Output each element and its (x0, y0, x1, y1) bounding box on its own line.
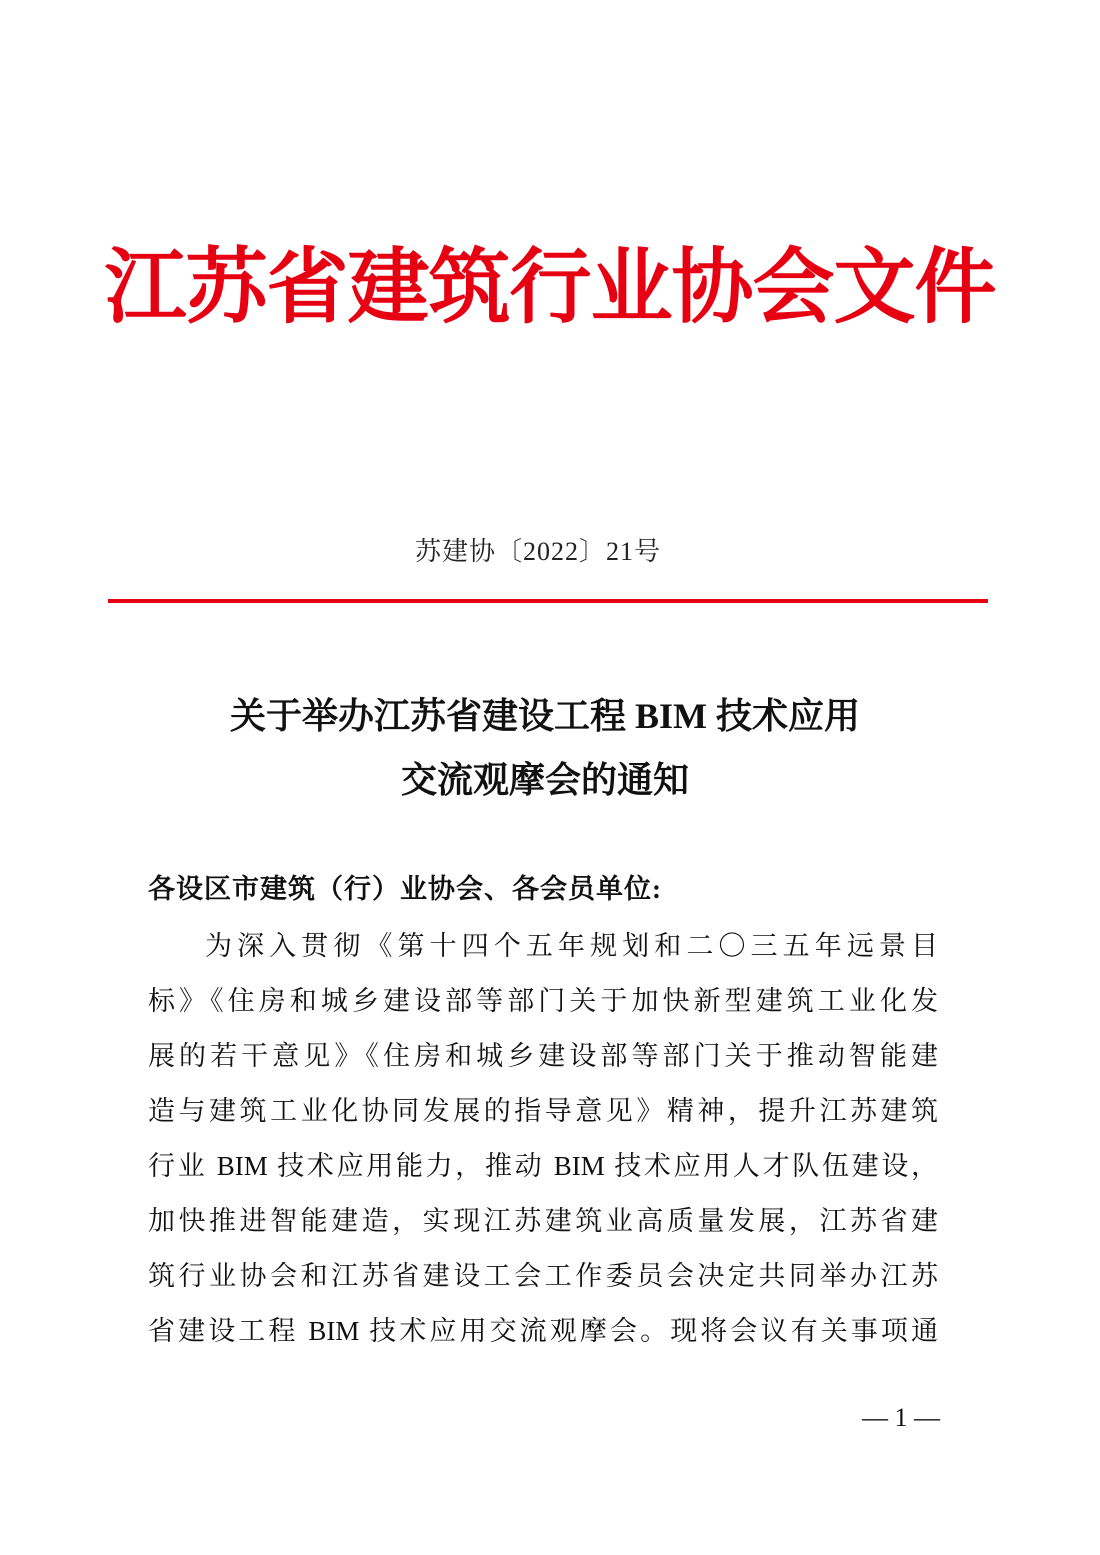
body-line: 展的若干意见》《住房和城乡建设部等部门关于推动智能建 (148, 1041, 938, 1071)
body-line: 行业 BIM 技术应用能力，推动 BIM 技术应用人才队伍建设， (148, 1151, 938, 1181)
body-line: 省建设工程 BIM 技术应用交流观摩会。现将会议有关事项通 (148, 1316, 938, 1346)
body-line: 为深入贯彻《第十四个五年规划和二〇三五年远景目 (205, 931, 938, 961)
body-line: 加快推进智能建造，实现江苏建筑业高质量发展，江苏省建 (148, 1206, 938, 1236)
salutation: 各设区市建筑（行）业协会、各会员单位: (148, 874, 662, 904)
document-number: 苏建协〔2022〕21号 (414, 537, 661, 566)
body-line: 筑行业协会和江苏省建设工会工作委员会决定共同举办江苏 (148, 1261, 938, 1291)
masthead-title: 江苏省建筑行业协会文件 (104, 239, 996, 335)
page-number: — 1 — (862, 1403, 940, 1432)
notice-title-line-2: 交流观摩会的通知 (400, 760, 689, 800)
red-divider-line (108, 599, 988, 603)
body-line: 造与建筑工业化协同发展的指导意见》精神，提升江苏建筑 (148, 1096, 938, 1126)
notice-title-line-1: 关于举办江苏省建设工程 BIM 技术应用 (229, 696, 860, 736)
body-line: 标》《住房和城乡建设部等部门关于加快新型建筑工业化发 (148, 986, 938, 1016)
